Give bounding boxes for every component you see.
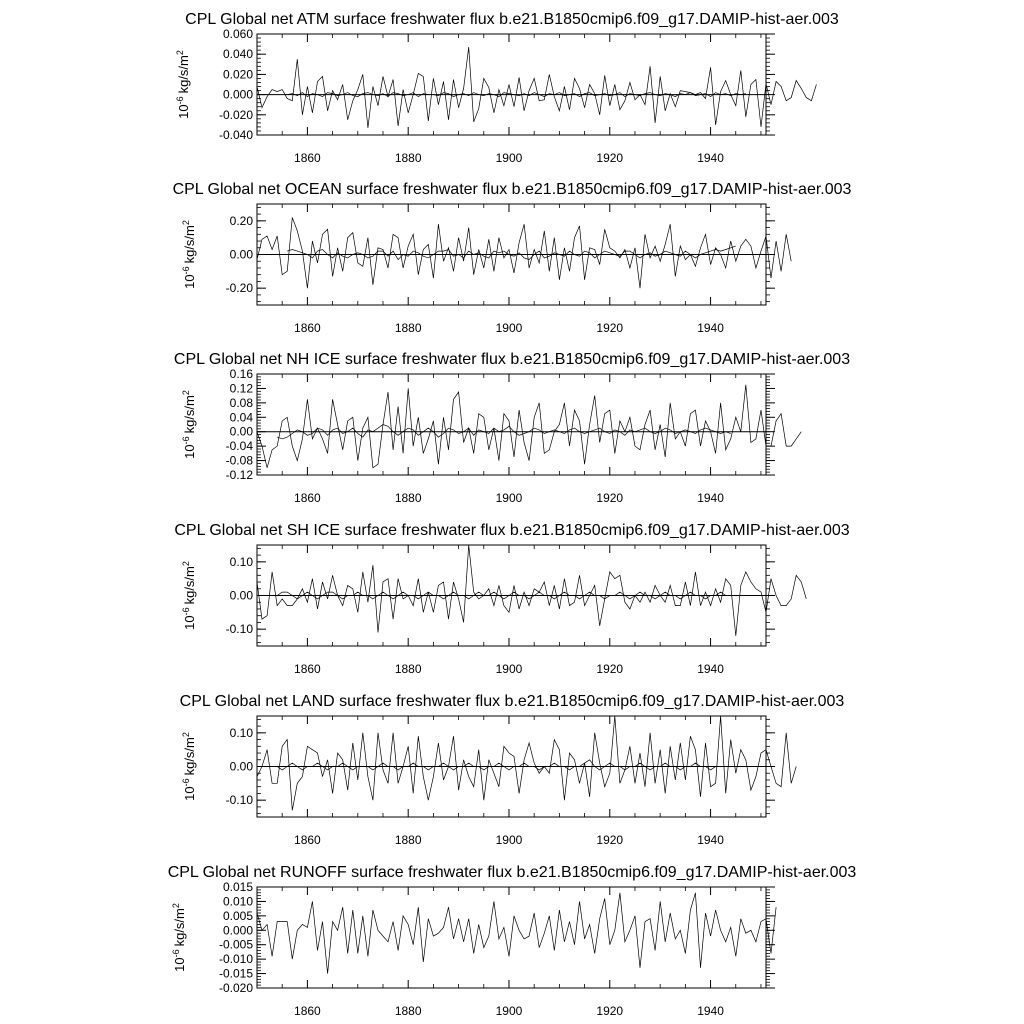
x-tick-label: 1860	[294, 321, 321, 335]
y-tick-label: 0.00	[229, 759, 253, 774]
series-line-2	[287, 246, 736, 260]
x-tick-label: 1920	[596, 1004, 624, 1018]
y-tick-label: 0.00	[229, 588, 253, 603]
panel-title: CPL Global net RUNOFF surface freshwater flux b.e21.B1850cmip6.f09_g17.DAMIP-hist-aer.003	[167, 864, 857, 881]
panel-title: CPL Global net OCEAN surface freshwater flux b.e21.B1850cmip6.f09_g17.DAMIP-hist-aer.003	[172, 181, 852, 198]
x-tick-label: 1900	[495, 321, 523, 335]
x-tick-label: 1880	[394, 321, 422, 335]
y-tick-label: -0.10	[225, 622, 253, 637]
x-tick-label: 1900	[495, 1004, 523, 1018]
y-tick-label: 0.10	[229, 725, 253, 740]
panel-title: CPL Global net NH ICE surface freshwater flux b.e21.B1850cmip6.f09_g17.DAMIP-hist-aer.003	[173, 351, 851, 368]
y-tick-label: -0.20	[225, 281, 253, 296]
y-axis-label: $10^{-6}kg/s/m^2$	[181, 220, 197, 289]
x-tick-label: 1940	[697, 151, 724, 165]
x-tick-label: 1900	[495, 151, 523, 165]
series-line-1	[257, 545, 806, 636]
plot-frame	[257, 34, 766, 135]
x-tick-label: 1900	[495, 662, 523, 676]
x-tick-label: 1860	[294, 662, 321, 676]
x-tick-label: 1900	[495, 491, 523, 505]
x-tick-label: 1900	[495, 833, 523, 847]
x-tick-label: 1940	[697, 491, 724, 505]
series-line-1	[257, 47, 816, 128]
y-axis-label: $10^{-6}kg/s/m^2$	[181, 561, 197, 630]
x-tick-label: 1880	[394, 151, 422, 165]
y-tick-label: -0.020	[218, 107, 253, 122]
y-tick-label: 0.000	[222, 87, 253, 102]
x-tick-label: 1940	[697, 321, 724, 335]
y-axis-label: $10^{-6}kg/s/m^2$	[175, 50, 191, 119]
y-axis-label: $10^{-6}kg/s/m^2$	[181, 390, 197, 459]
x-tick-label: 1920	[596, 833, 624, 847]
x-tick-label: 1920	[596, 151, 624, 165]
y-tick-label: 0.000	[222, 923, 253, 938]
y-tick-label: 0.12	[229, 381, 253, 396]
y-tick-label: 0.20	[229, 213, 253, 228]
series-line-1	[257, 716, 796, 810]
y-tick-label: 0.00	[229, 247, 253, 262]
chart-panel-3	[174, 351, 850, 505]
y-tick-label: -0.005	[218, 937, 253, 952]
y-tick-label: 0.040	[222, 47, 253, 62]
x-tick-label: 1860	[294, 491, 321, 505]
x-tick-label: 1940	[697, 1004, 724, 1018]
y-tick-label: -0.04	[225, 439, 253, 454]
series-line-1	[257, 893, 776, 974]
x-tick-label: 1860	[294, 151, 321, 165]
series-line-1	[257, 385, 801, 468]
y-tick-label: 0.04	[229, 410, 253, 425]
y-tick-label: 0.010	[222, 894, 253, 909]
x-tick-label: 1880	[394, 833, 422, 847]
y-tick-label: 0.020	[222, 67, 253, 82]
y-tick-label: -0.020	[218, 981, 253, 995]
chart-panel-2	[173, 181, 852, 335]
x-tick-label: 1880	[394, 662, 422, 676]
y-tick-label: 0.015	[222, 880, 253, 894]
x-tick-label: 1920	[596, 662, 624, 676]
x-tick-label: 1920	[596, 321, 624, 335]
chart-panel-6	[168, 864, 857, 1018]
chart-panel-1	[175, 11, 839, 165]
y-tick-label: 0.08	[229, 395, 253, 410]
x-tick-label: 1920	[596, 491, 624, 505]
x-tick-label: 1940	[697, 662, 724, 676]
x-tick-label: 1860	[294, 833, 321, 847]
panel-title: CPL Global net SH ICE surface freshwater flux b.e21.B1850cmip6.f09_g17.DAMIP-hist-aer.003	[174, 522, 850, 539]
panel-title: CPL Global net ATM surface freshwater flux b.e21.B1850cmip6.f09_g17.DAMIP-hist-aer.003	[185, 11, 839, 28]
y-tick-label: 0.060	[222, 27, 253, 41]
y-tick-label: 0.16	[229, 367, 253, 381]
y-axis-label: $10^{-6}kg/s/m^2$	[181, 732, 197, 801]
chart-panel-5	[180, 693, 845, 847]
x-tick-label: 1940	[697, 833, 724, 847]
y-tick-label: 0.00	[229, 424, 253, 439]
y-tick-label: -0.015	[218, 966, 253, 981]
y-tick-label: 0.10	[229, 554, 253, 569]
y-tick-label: 0.005	[222, 908, 253, 923]
y-tick-label: -0.12	[225, 468, 253, 482]
panel-title: CPL Global net LAND surface freshwater flux b.e21.B1850cmip6.f09_g17.DAMIP-hist-aer.003	[179, 693, 845, 710]
x-tick-label: 1880	[394, 491, 422, 505]
y-tick-label: -0.10	[225, 793, 253, 808]
y-tick-label: -0.08	[225, 453, 253, 468]
y-axis-label: $10^{-6}kg/s/m^2$	[171, 903, 187, 972]
chart-panel-4	[174, 522, 849, 676]
y-tick-label: -0.010	[218, 952, 253, 967]
x-tick-label: 1880	[394, 1004, 422, 1018]
x-tick-label: 1860	[294, 1004, 321, 1018]
y-tick-label: -0.040	[218, 128, 253, 142]
plot-frame	[257, 374, 766, 475]
